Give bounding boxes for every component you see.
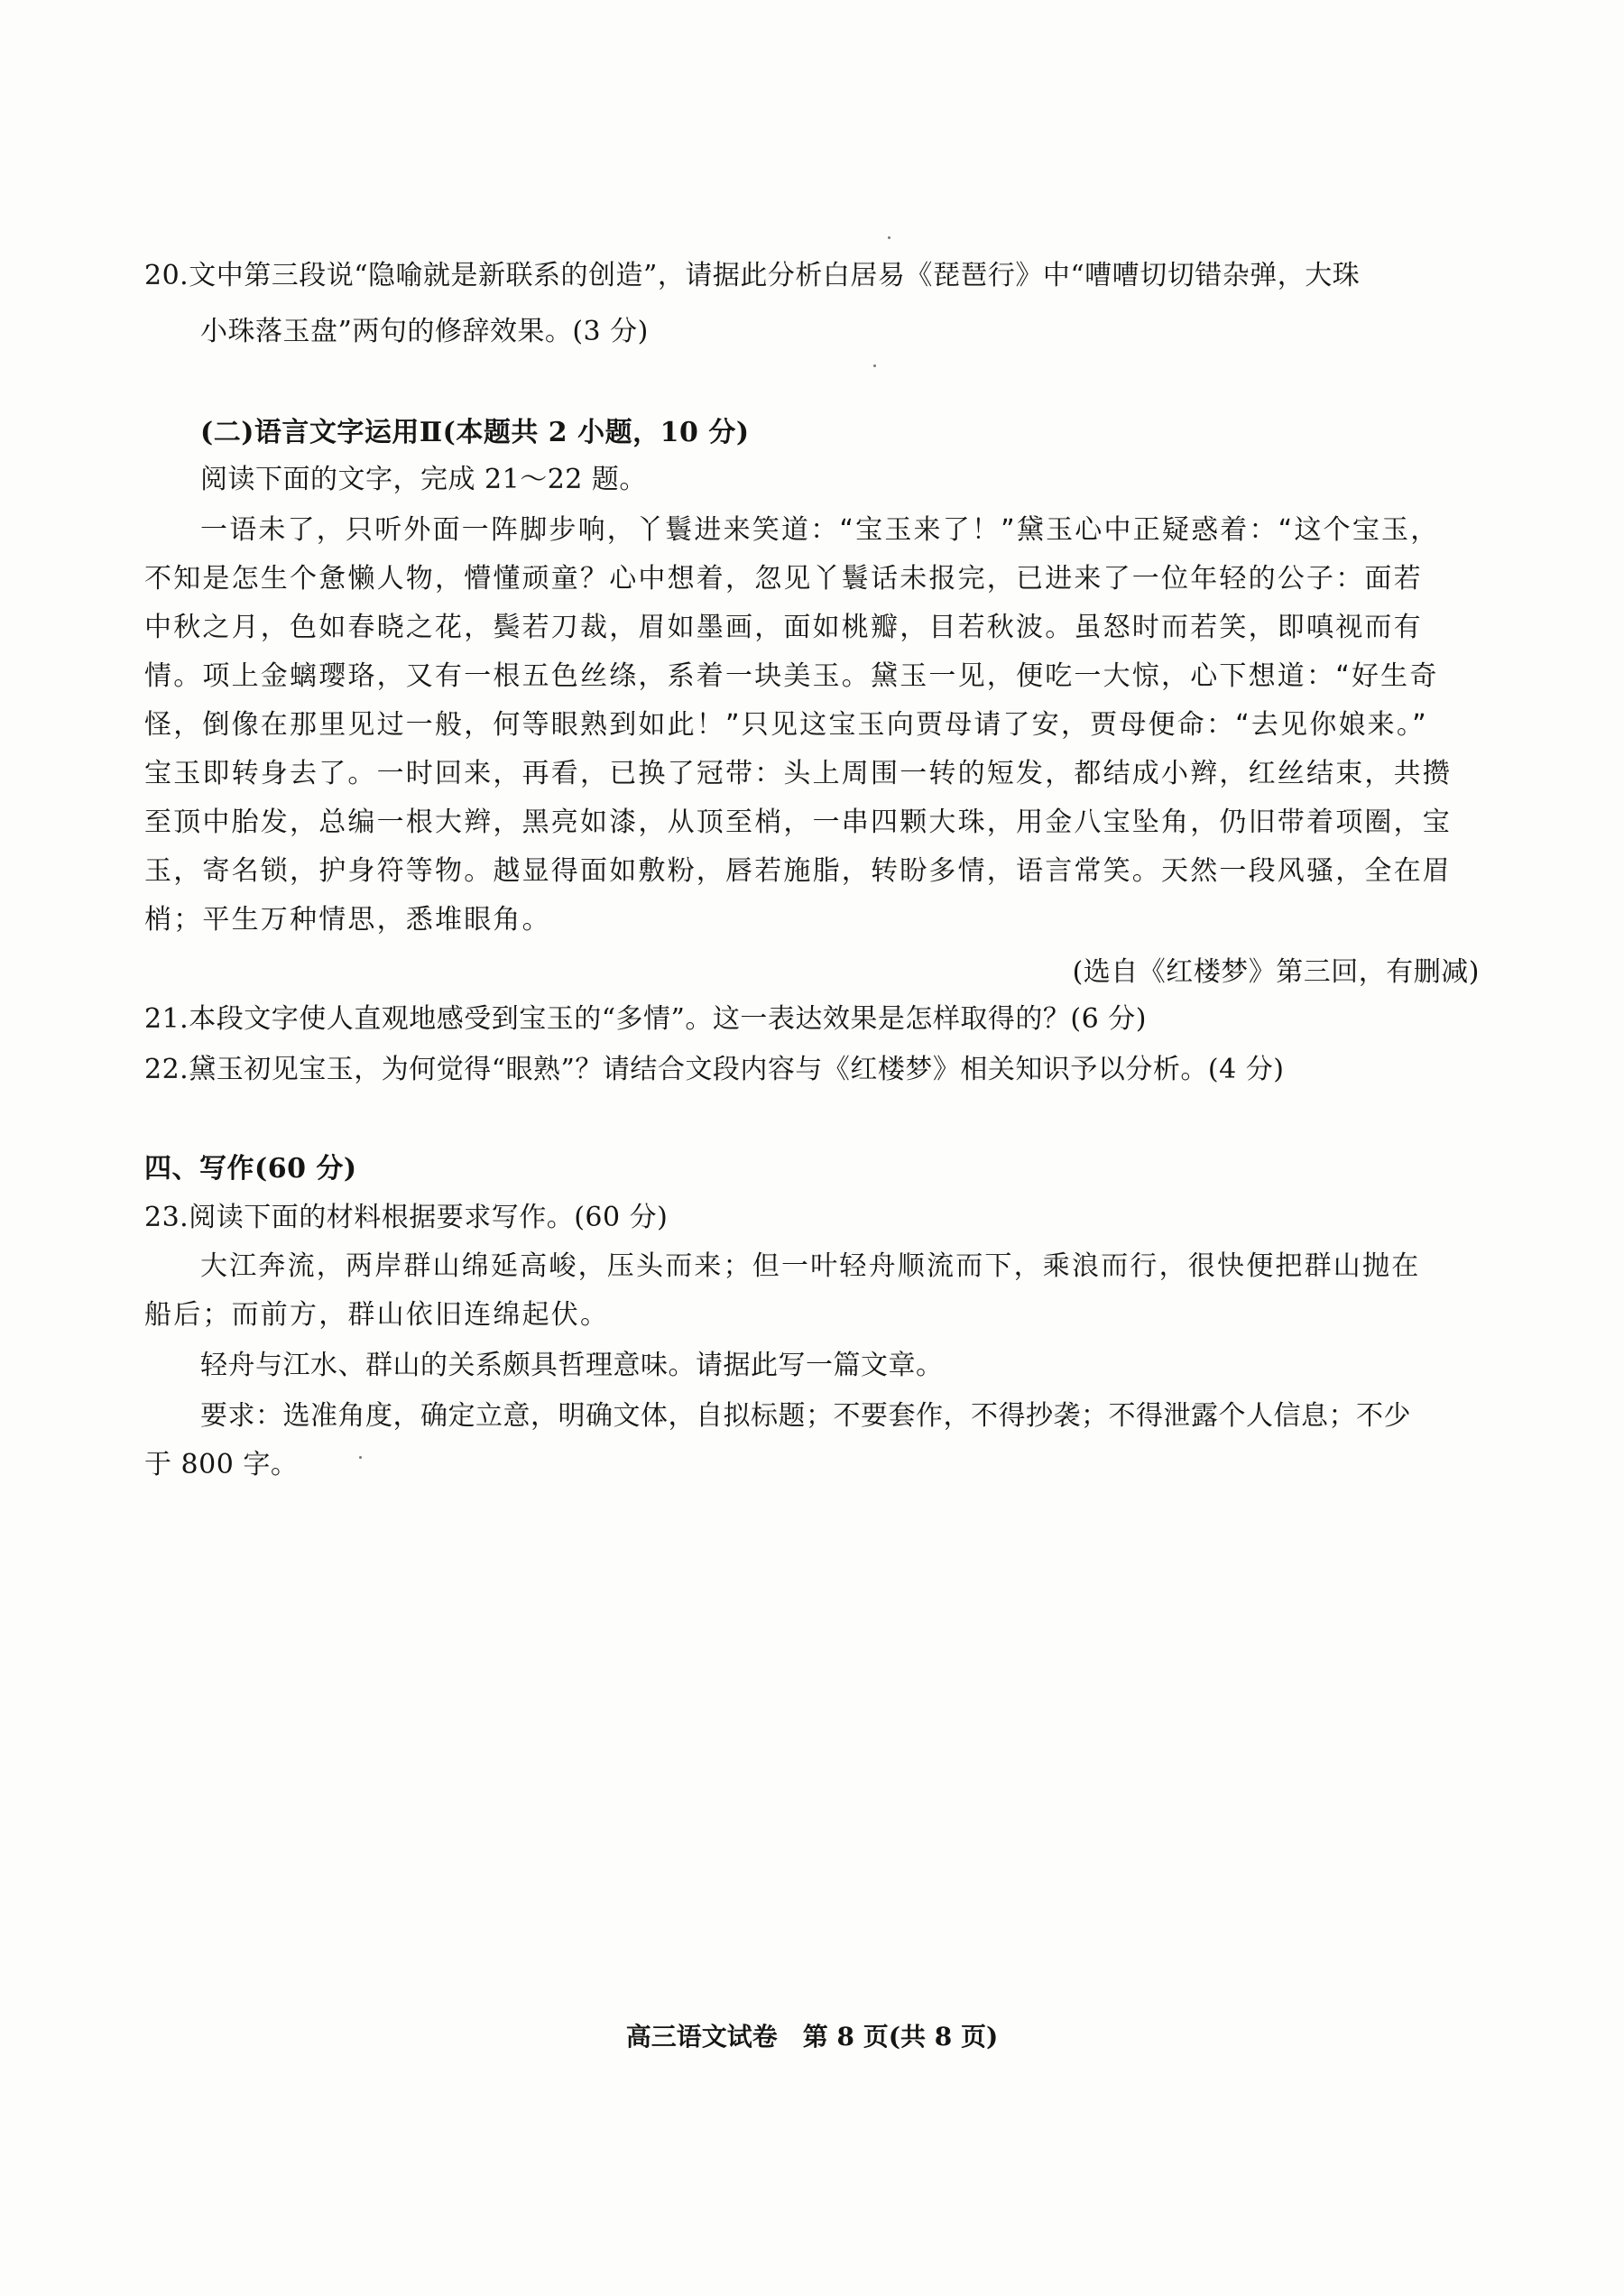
question-23: 23.阅读下面的材料根据要求写作。(60 分) — [144, 1202, 669, 1233]
question-21: 21.本段文字使人直观地感受到宝玉的“多情”。这一表达效果是怎样取得的？(6 分) — [144, 1003, 1147, 1035]
material-line: 船后；而前方，群山依旧连绵起伏。 — [144, 1299, 610, 1331]
passage-line: 中秋之月，色如春晓之花，鬓若刀裁，眉如墨画，面如桃瓣，目若秋波。虽怒时而若笑，即嗔视而有 — [144, 612, 1423, 643]
passage-line: 梢；平生万种情思，悉堆眼角。 — [144, 904, 551, 936]
section-2-title: (二)语言文字运用Ⅱ(本题共 2 小题，10 分) — [200, 417, 750, 448]
section-2-instruction: 阅读下面的文字，完成 21～22 题。 — [200, 464, 647, 495]
writing-prompt: 轻舟与江水、群山的关系颇具哲理意味。请据此写一篇文章。 — [200, 1350, 944, 1381]
material-line: 大江奔流，两岸群山绵延高峻，压头而来；但一叶轻舟顺流而下，乘浪而行，很快便把群山抛在 — [200, 1250, 1421, 1282]
requirements-line: 于 800 字。 — [144, 1449, 299, 1480]
question-20-line-1: 20.文中第三段说“隐喻就是新联系的创造”，请据此分析白居易《琵琶行》中“嘈嘈切切错杂弹，大珠 — [144, 260, 1361, 291]
passage-source: (选自《红楼梦》第三回，有删减) — [1072, 956, 1480, 988]
passage-line: 宝玉即转身去了。一时回来，再看，已换了冠带：头上周围一转的短发，都结成小辫，红丝结束，共攒 — [144, 758, 1452, 789]
scan-speck — [873, 364, 876, 367]
question-22: 22.黛玉初见宝玉，为何觉得“眼熟”？请结合文段内容与《红楼梦》相关知识予以分析。(4 分) — [144, 1054, 1285, 1085]
passage-line: 至顶中胎发，总编一根大辫，黑亮如漆，从顶至梢，一串四颗大珠，用金八宝坠角，仍旧带着项圈，宝 — [144, 807, 1452, 838]
requirements-line: 要求：选准角度，确定立意，明确文体，自拟标题；不要套作，不得抄袭；不得泄露个人信息；不少 — [200, 1400, 1411, 1432]
section-4-title: 四、写作(60 分) — [144, 1153, 357, 1185]
passage-line: 一语未了，只听外面一阵脚步响，丫鬟进来笑道：“宝玉来了！”黛玉心中正疑惑着：“这个宝玉， — [200, 514, 1440, 546]
passage-line: 情。项上金螭璎珞，又有一根五色丝绦，系着一块美玉。黛玉一见，便吃一大惊，心下想道：“好生奇 — [144, 660, 1439, 692]
scan-speck — [888, 236, 890, 239]
question-20-line-2: 小珠落玉盘”两句的修辞效果。(3 分) — [200, 316, 649, 347]
passage-line: 玉，寄名锁，护身符等物。越显得面如敷粉，唇若施脂，转盼多情，语言常笑。天然一段风骚，全在眉 — [144, 855, 1452, 887]
page-footer: 高三语文试卷 第 8 页(共 8 页) — [625, 2022, 999, 2052]
passage-line: 怪，倒像在那里见过一般，何等眼熟到如此！”只见这宝玉向贾母请了安，贾母便命：“去见你娘来。” — [144, 709, 1428, 741]
scan-speck — [359, 1456, 362, 1459]
passage-line: 不知是怎生个惫懒人物，懵懂顽童？心中想着，忽见丫鬟话未报完，已进来了一位年轻的公子：面若 — [144, 563, 1423, 595]
